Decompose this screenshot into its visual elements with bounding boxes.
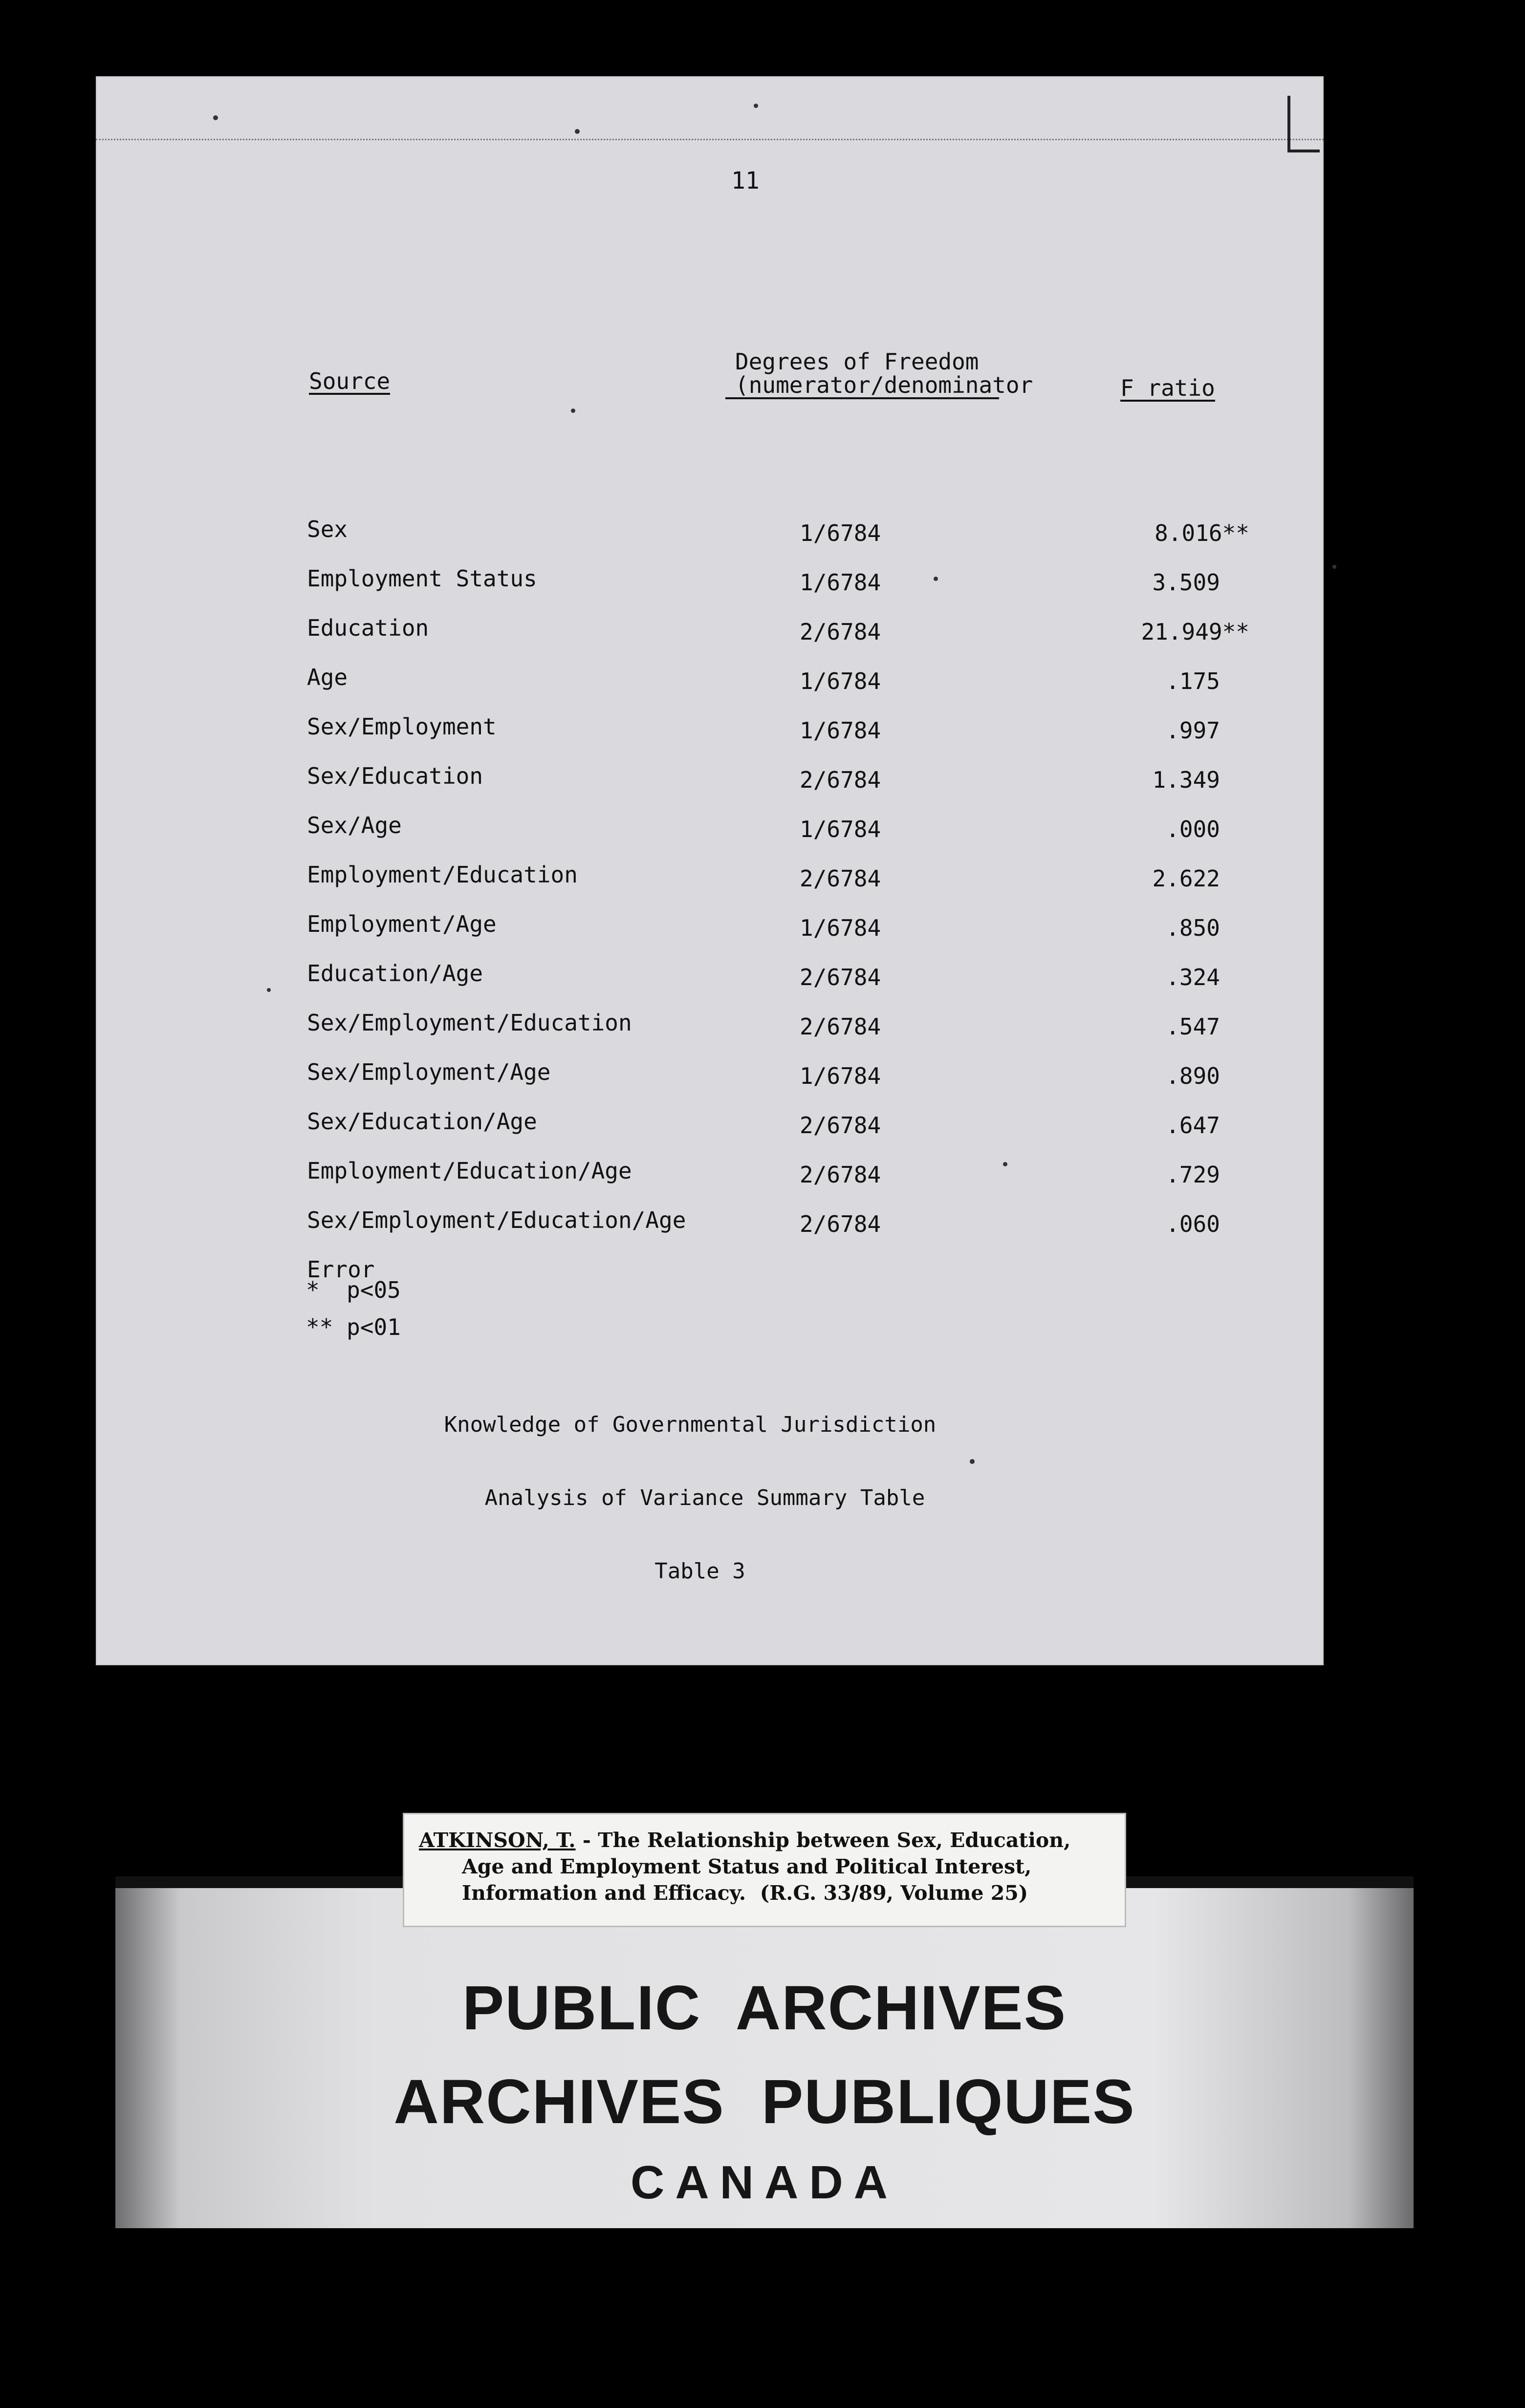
df-cell: 2/6784 [800, 767, 881, 793]
f-ratio-cell: 2.622 [1152, 865, 1220, 892]
table-row [96, 516, 1324, 565]
page-number: 11 [731, 167, 760, 194]
citation-line-1 [419, 1827, 1110, 1853]
scan-speck [571, 408, 575, 413]
df-cell: 1/6784 [800, 816, 881, 842]
source-cell: Sex/Age [307, 812, 402, 838]
citation-title-start: - The Relationship between Sex, Education, [575, 1828, 1071, 1852]
scan-speck [1332, 565, 1336, 569]
df-cell: 1/6784 [800, 520, 881, 546]
df-cell: 2/6784 [800, 1112, 881, 1139]
table-row [96, 1059, 1324, 1108]
archive-name-en: PUBLIC ARCHIVES [462, 1973, 1067, 2043]
table-row [96, 960, 1324, 1010]
caption-title: Knowledge of Governmental Jurisdiction [444, 1412, 937, 1437]
f-ratio-cell: .729 [1166, 1161, 1220, 1188]
f-ratio-cell: .547 [1166, 1013, 1220, 1040]
archive-name-fr: ARCHIVES PUBLIQUES [393, 2067, 1135, 2137]
source-cell: Error [307, 1256, 375, 1283]
scan-speck [267, 988, 271, 992]
header-df-line2: (numerator/denominator [725, 373, 999, 399]
f-ratio-cell: .997 [1166, 717, 1220, 744]
citation-line-3: Information and Efficacy. (R.G. 33/89, Volume 25) [462, 1881, 1028, 1905]
citation-line-2: Age and Employment Status and Political Interest, [462, 1855, 1032, 1878]
source-cell: Employment/Education/Age [307, 1158, 632, 1184]
table-row [96, 1256, 1324, 1306]
f-ratio-cell: .000 [1166, 816, 1220, 842]
archive-stamp [115, 1876, 1414, 2228]
scan-speck [1003, 1162, 1007, 1166]
table-row [96, 911, 1324, 960]
df-cell: 1/6784 [800, 668, 881, 694]
df-cell: 2/6784 [800, 1013, 881, 1040]
df-cell: 2/6784 [800, 619, 881, 645]
source-cell: Sex/Education [307, 763, 483, 789]
df-cell: 1/6784 [800, 717, 881, 744]
table-row [96, 763, 1324, 812]
f-ratio-cell: 21.949** [1141, 619, 1249, 645]
scan-speck [754, 104, 758, 108]
source-cell: Employment Status [307, 565, 537, 592]
table-row [96, 812, 1324, 861]
scan-speck [575, 129, 580, 134]
df-cell: 1/6784 [800, 1063, 881, 1089]
f-ratio-cell: .850 [1166, 915, 1220, 941]
df-cell: 1/6784 [800, 569, 881, 596]
archive-country: CANADA [631, 2156, 898, 2209]
anova-table [96, 516, 1324, 1306]
df-cell: 1/6784 [800, 915, 881, 941]
header-degrees-of-freedom [725, 348, 1033, 399]
f-ratio-cell: .647 [1166, 1112, 1220, 1139]
table-row [96, 1158, 1324, 1207]
source-cell: Education [307, 615, 429, 641]
header-df-line1: Degrees of Freedom [735, 348, 979, 375]
source-cell: Age [307, 664, 348, 690]
top-dotted-rule [96, 139, 1324, 140]
scan-speck [213, 115, 218, 120]
table-row [96, 713, 1324, 763]
f-ratio-cell: .324 [1166, 964, 1220, 990]
df-cell: 2/6784 [800, 1211, 881, 1237]
df-cell: 2/6784 [800, 865, 881, 892]
corner-mark [1287, 96, 1320, 152]
f-ratio-cell: 1.349 [1152, 767, 1220, 793]
source-cell: Employment/Age [307, 911, 497, 937]
table-row [96, 565, 1324, 615]
f-ratio-cell: .175 [1166, 668, 1220, 694]
note-p05: * p<05 [306, 1277, 401, 1303]
source-cell: Employment/Education [307, 861, 578, 888]
header-source: Source [309, 368, 391, 394]
source-cell: Sex/Employment/Education [307, 1010, 632, 1036]
df-cell: 2/6784 [800, 1161, 881, 1188]
df-cell: 2/6784 [800, 964, 881, 990]
caption-table-label: Table 3 [654, 1559, 745, 1584]
note-p01: ** p<01 [306, 1314, 401, 1340]
caption-subtitle: Analysis of Variance Summary Table [484, 1485, 925, 1510]
source-cell: Sex [307, 516, 348, 542]
table-row [96, 1108, 1324, 1158]
document-page [96, 76, 1324, 1665]
scan-speck [934, 577, 938, 581]
table-row [96, 615, 1324, 664]
source-cell: Sex/Employment [307, 713, 497, 740]
table-row [96, 664, 1324, 713]
citation-author: ATKINSON, T. [419, 1828, 576, 1852]
scan-speck [970, 1459, 975, 1464]
f-ratio-cell: .060 [1166, 1211, 1220, 1237]
header-f-ratio: F ratio [1120, 375, 1215, 401]
source-cell: Sex/Education/Age [307, 1108, 537, 1135]
f-ratio-cell: 8.016** [1155, 520, 1249, 546]
significance-notes [306, 1271, 401, 1346]
table-row [96, 861, 1324, 911]
source-cell: Education/Age [307, 960, 483, 987]
f-ratio-cell: .890 [1166, 1063, 1220, 1089]
table-row [96, 1010, 1324, 1059]
table-row [96, 1207, 1324, 1256]
citation-label [403, 1813, 1126, 1927]
f-ratio-cell: 3.509 [1152, 569, 1220, 596]
source-cell: Sex/Employment/Age [307, 1059, 551, 1085]
source-cell: Sex/Employment/Education/Age [307, 1207, 686, 1233]
